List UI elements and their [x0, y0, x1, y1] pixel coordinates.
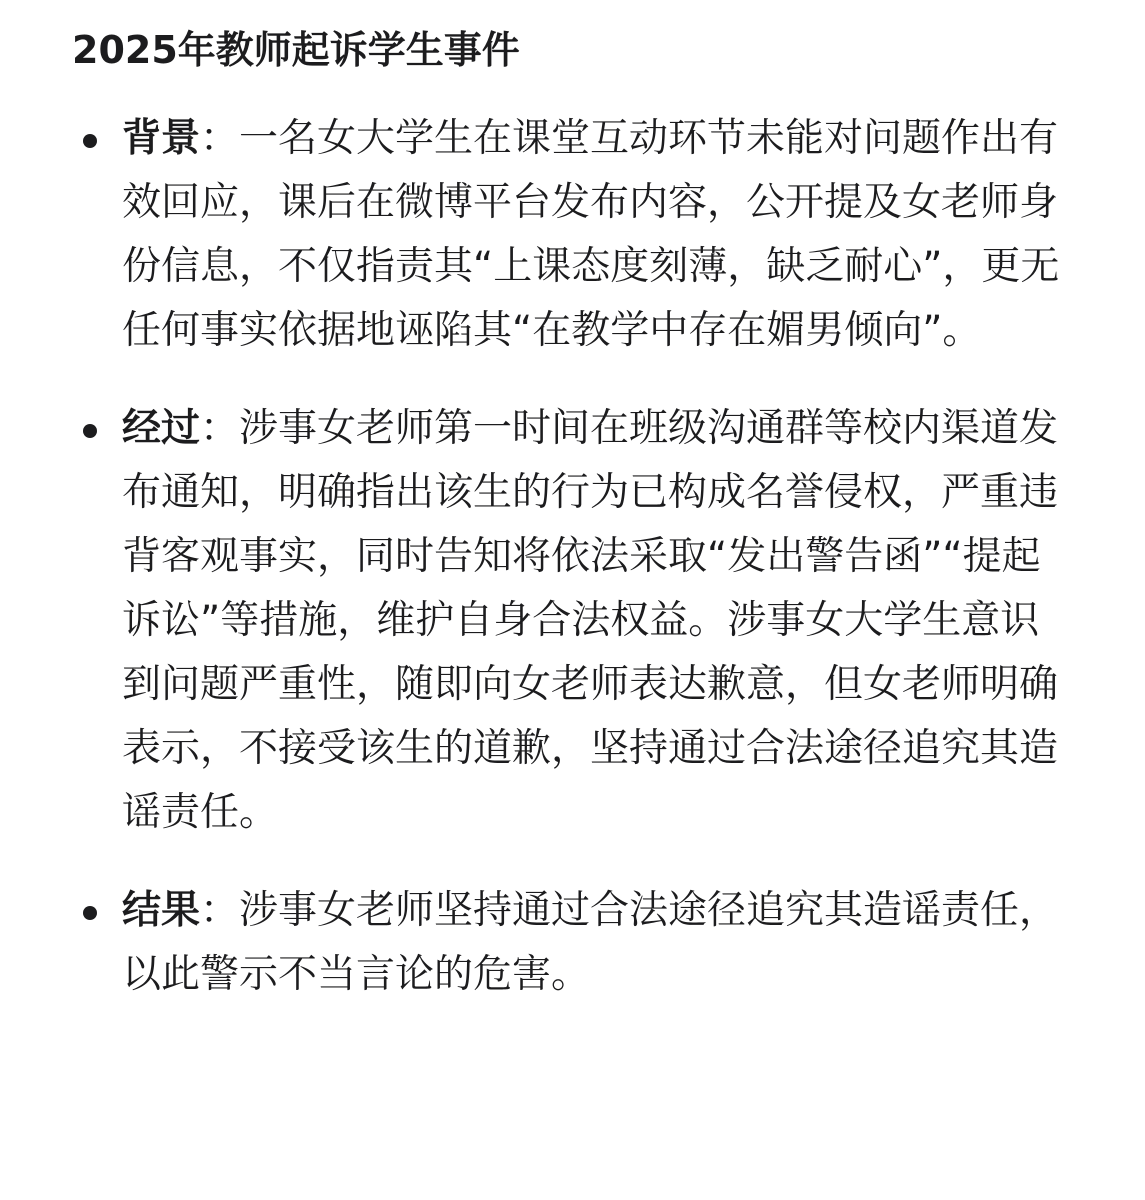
bullet-dot-icon [83, 906, 97, 920]
bullet-separator: ： [200, 116, 240, 161]
bullet-label: 背景 [122, 116, 201, 161]
bullet-dot-icon [83, 134, 97, 148]
event-bullet-list [72, 107, 1075, 1007]
document-title: 2025年教师起诉学生事件 [72, 28, 520, 72]
bullet-text: 涉事女老师坚持通过合法途径追究其造谣责任，以此警示不当言论的危害。 [122, 888, 1059, 997]
bullet-label: 结果 [122, 888, 201, 933]
list-item-background [72, 107, 1075, 363]
bullet-separator: ： [200, 406, 240, 451]
bullet-separator: ： [200, 888, 240, 933]
bullet-dot-icon [83, 424, 97, 438]
bullet-text: 涉事女老师第一时间在班级沟通群等校内渠道发布通知，明确指出该生的行为已构成名誉侵权，严重违背客观事实，同时告知将依法采取“发出警告函”“提起诉讼”等措施，维护自身合法权益。涉事女大学生意识到问题严重性，随即向女老师表达歉意，但女老师明确表示，不接受该生的道歉，坚持通过合法途径追究其造谣责任。 [122, 406, 1059, 835]
bullet-text: 一名女大学生在课堂互动环节未能对问题作出有效回应，课后在微博平台发布内容，公开提及女老师身份信息，不仅指责其“上课态度刻薄，缺乏耐心”，更无任何事实依据地诬陷其“在教学中存在媚男倾向”。 [122, 116, 1060, 353]
bullet-label: 经过 [122, 406, 201, 451]
list-item-process [72, 397, 1075, 845]
list-item-result [72, 879, 1075, 1007]
